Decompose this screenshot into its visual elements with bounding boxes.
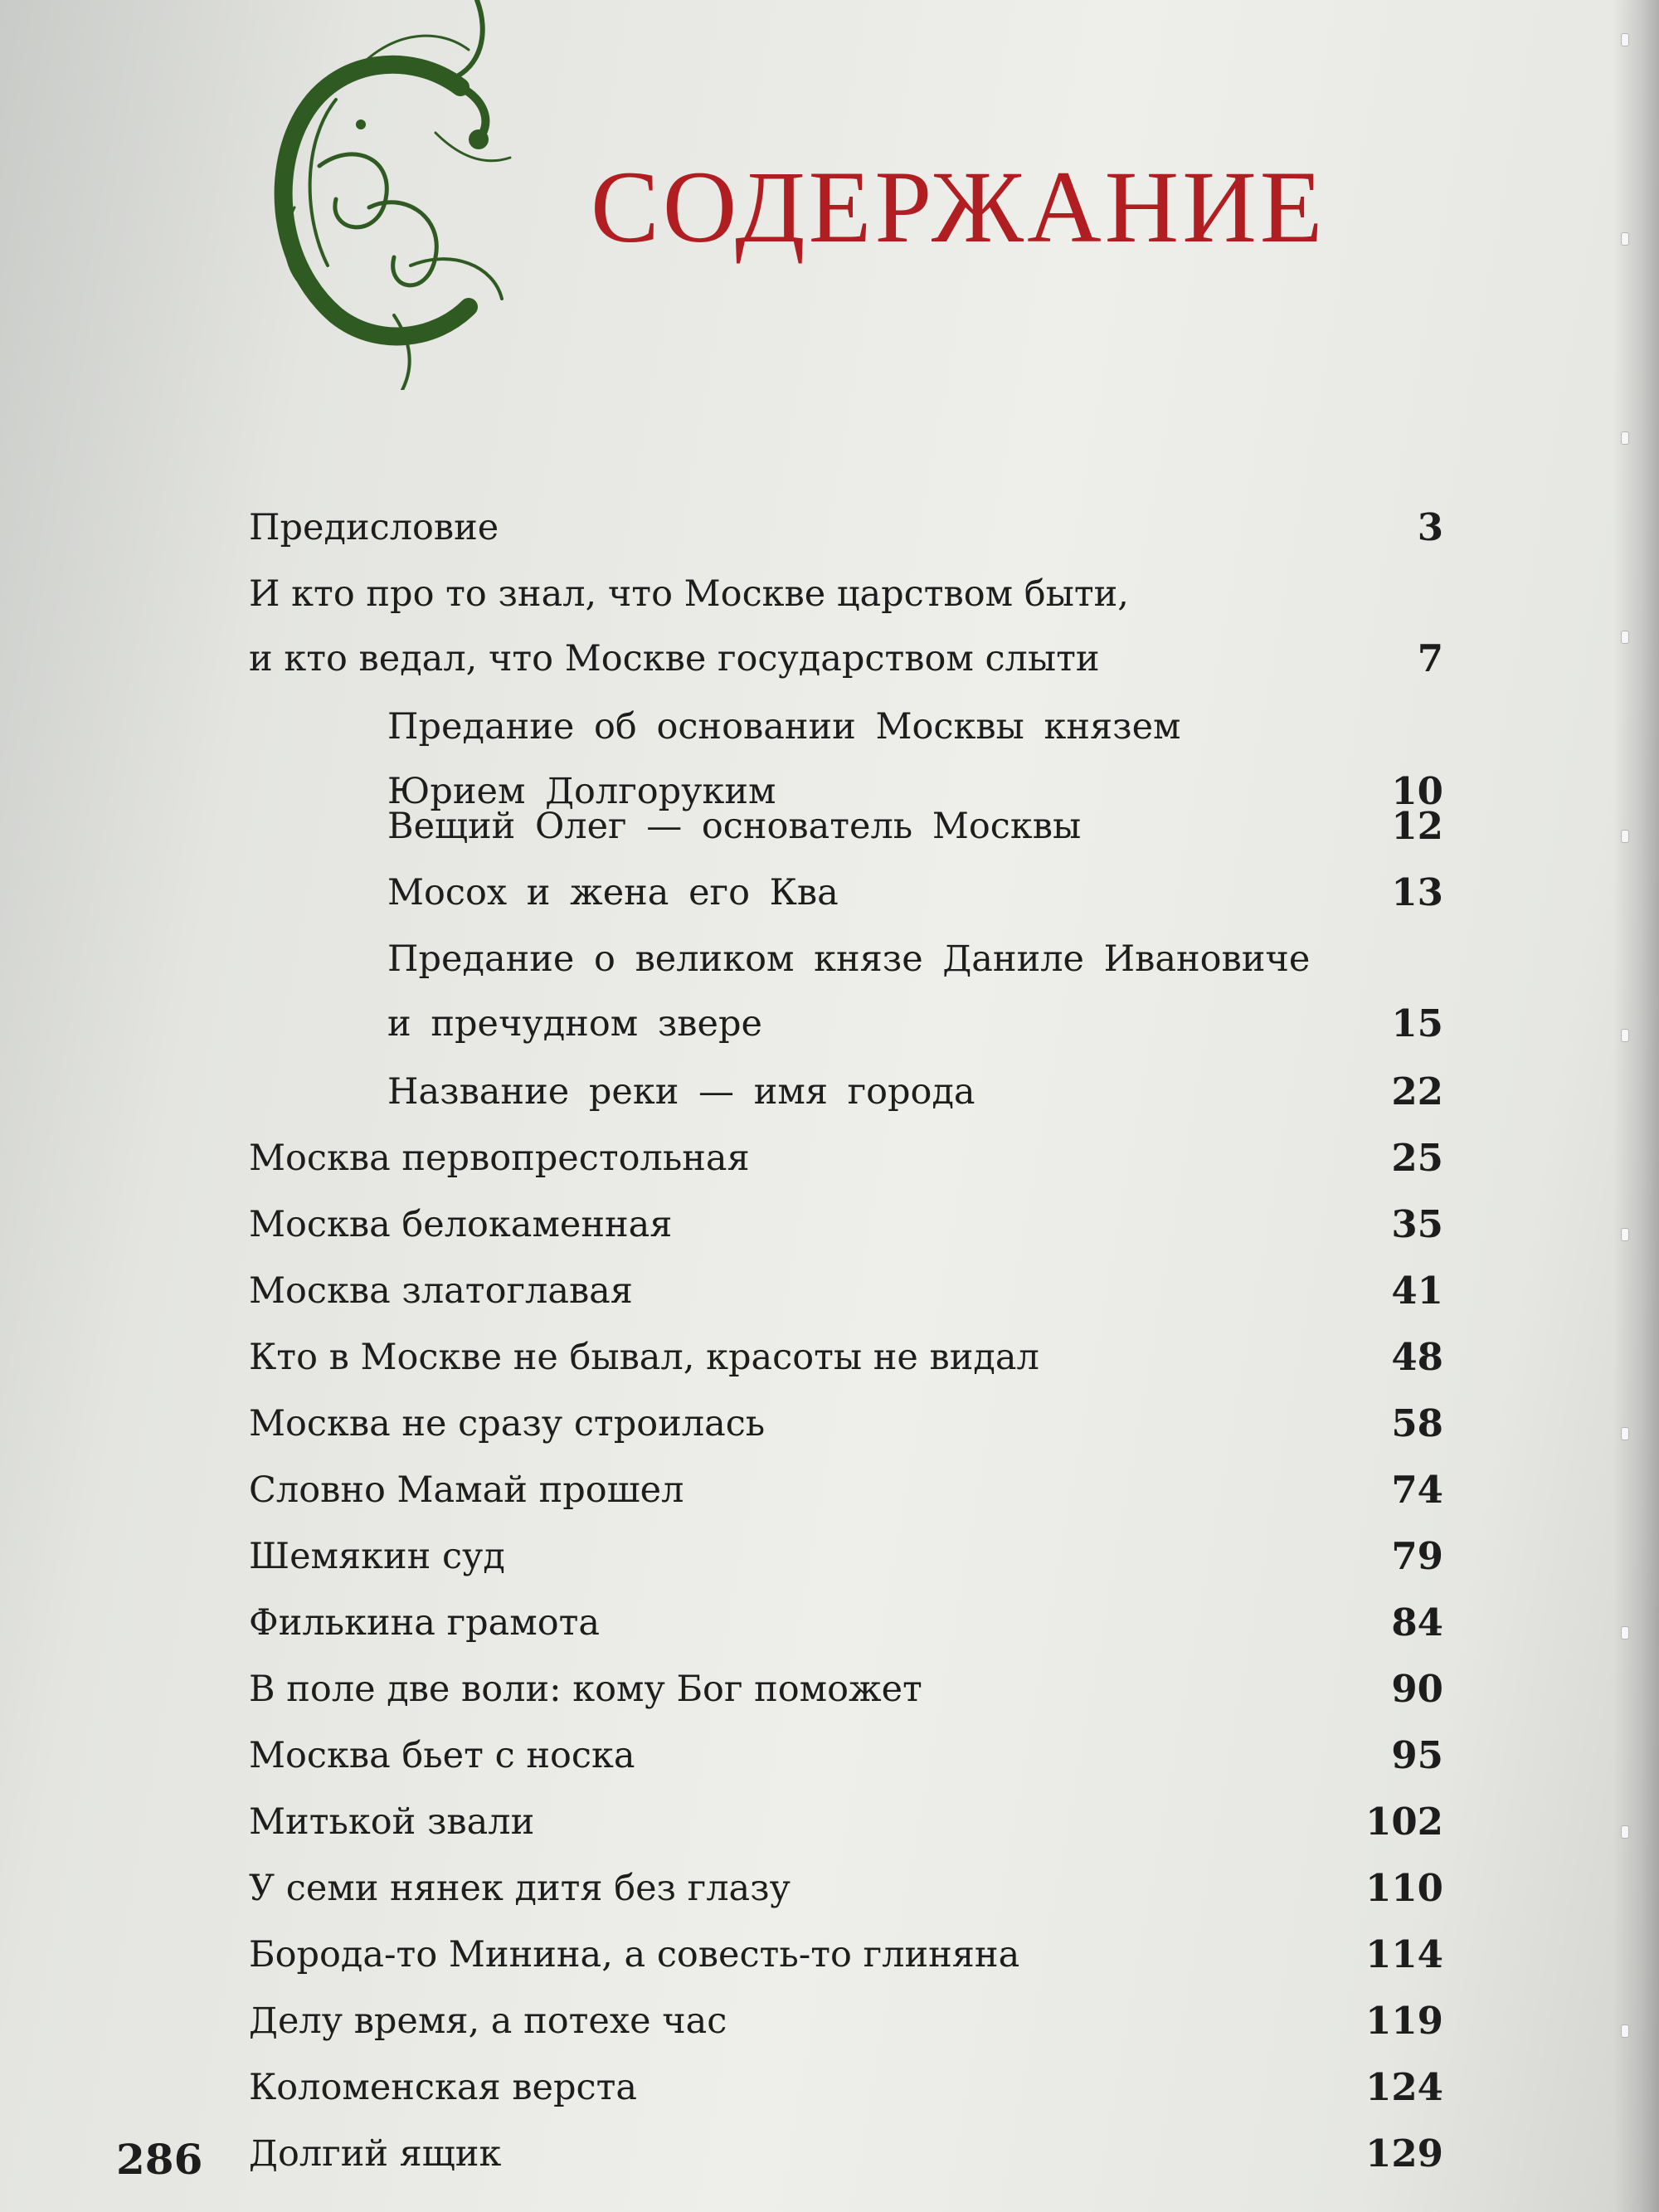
- binding-stitch: [1621, 431, 1629, 445]
- binding-stitch: [1621, 232, 1629, 246]
- toc-entry-title: Коломенская верста: [249, 2067, 638, 2108]
- binding-stitch: [1621, 830, 1629, 843]
- toc-entry[interactable]: [249, 2055, 1443, 2120]
- toc-entry-title: У семи нянек дитя без глазу: [249, 1868, 791, 1909]
- toc-entry[interactable]: [249, 495, 1443, 560]
- toc-entry-page: 48: [1391, 1335, 1443, 1379]
- toc-entry-page: 129: [1365, 2132, 1443, 2175]
- toc-entry-title: Предисловие: [249, 507, 499, 548]
- toc-entry-page: 7: [1417, 636, 1443, 680]
- toc-entry-title: Мосох и жена его Ква: [387, 872, 839, 914]
- toc-entry[interactable]: [249, 1391, 1443, 1456]
- toc-entry[interactable]: [249, 1723, 1443, 1788]
- toc-entry-title: Борода-то Минина, а совесть-то глиняна: [249, 1934, 1020, 1976]
- binding-stitch: [1621, 1825, 1629, 1839]
- toc-entry-page: 119: [1365, 1999, 1443, 2043]
- toc-entry[interactable]: [249, 1325, 1443, 1390]
- binding-stitch: [1621, 2024, 1629, 2038]
- page-title: СОДЕРЖАНИЕ: [591, 150, 1326, 264]
- toc-entry-page: 25: [1391, 1136, 1443, 1180]
- toc-entry-page: 10: [1391, 769, 1443, 813]
- toc-entry-page: 95: [1391, 1733, 1443, 1777]
- binding-stitch: [1621, 33, 1629, 46]
- toc-entry-title: Москва не сразу строилась: [249, 1403, 766, 1445]
- binding-stitch: [1621, 1427, 1629, 1440]
- toc-entry[interactable]: [249, 1458, 1443, 1523]
- binding-stitch: [1621, 631, 1629, 644]
- toc-entry-page: 124: [1365, 2065, 1443, 2109]
- toc-entry-title: Делу время, а потехе час: [249, 2000, 727, 2042]
- toc-entry[interactable]: [249, 562, 1443, 680]
- toc-entry-title: Митькой звали: [249, 1801, 535, 1843]
- toc-entry[interactable]: [387, 1060, 1443, 1124]
- toc-entry[interactable]: [249, 2122, 1443, 2186]
- toc-entry-page: 114: [1365, 1932, 1443, 1976]
- toc-entry-title: Словно Мамай прошел: [249, 1469, 684, 1511]
- toc-entry-page: 102: [1365, 1800, 1443, 1844]
- toc-entry[interactable]: [249, 1591, 1443, 1655]
- toc-entry-page: 12: [1391, 804, 1443, 848]
- toc-entry[interactable]: [249, 1790, 1443, 1854]
- toc-entry-title: Юрием Долгоруким: [387, 771, 776, 812]
- toc-entry-page: 41: [1391, 1269, 1443, 1313]
- binding-stitch: [1621, 1228, 1629, 1241]
- toc-entry-title: Долгий ящик: [249, 2133, 502, 2175]
- toc-entry-title: Кто в Москве не бывал, красоты не видал: [249, 1337, 1039, 1378]
- toc-entry-page: 35: [1391, 1202, 1443, 1246]
- toc-entry-page: 74: [1391, 1468, 1443, 1512]
- toc-entry[interactable]: [249, 1657, 1443, 1722]
- toc-entry-title: Вещий Олег — основатель Москвы: [387, 806, 1082, 847]
- toc-entry-page: 15: [1391, 1001, 1443, 1045]
- toc-entry[interactable]: [387, 927, 1443, 1045]
- toc-entry-title: Филькина грамота: [249, 1602, 601, 1644]
- toc-entry[interactable]: [249, 1856, 1443, 1921]
- toc-entry-title: Москва бьет с носка: [249, 1735, 635, 1776]
- toc-entry-page: 110: [1365, 1866, 1443, 1910]
- toc-entry[interactable]: [387, 860, 1443, 925]
- toc-entry-page: 58: [1391, 1401, 1443, 1445]
- toc-entry-page: 13: [1391, 870, 1443, 914]
- toc-entry-title: И кто про то знал, что Москве царством быти,: [249, 573, 1129, 615]
- page-number: 286: [116, 2135, 203, 2184]
- toc-entry-title: Шемякин суд: [249, 1536, 505, 1577]
- toc-entry[interactable]: [249, 1524, 1443, 1589]
- toc-entry[interactable]: [387, 694, 1443, 813]
- toc-entry-page: 90: [1391, 1667, 1443, 1711]
- toc-entry-title: и пречудном звере: [387, 1003, 762, 1045]
- toc-entry[interactable]: [249, 1192, 1443, 1257]
- toc-entry-title: и кто ведал, что Москве государством слыти: [249, 638, 1100, 680]
- toc-entry[interactable]: [249, 1126, 1443, 1191]
- toc-entry-page: 22: [1391, 1069, 1443, 1113]
- toc-entry[interactable]: [249, 1259, 1443, 1323]
- binding-stitch: [1621, 1626, 1629, 1640]
- toc-entry-title: Москва златоглавая: [249, 1270, 633, 1312]
- toc-entry[interactable]: [249, 1989, 1443, 2054]
- toc-entry-title: Москва белокаменная: [249, 1204, 673, 1245]
- toc-entry-page: 3: [1417, 505, 1443, 549]
- toc-entry-page: 79: [1391, 1534, 1443, 1578]
- toc-entry-title: Название реки — имя города: [387, 1071, 975, 1113]
- binding-stitch: [1621, 1029, 1629, 1042]
- toc-entry-page: 84: [1391, 1601, 1443, 1644]
- toc-entry-title: В поле две воли: кому Бог поможет: [249, 1669, 922, 1710]
- toc-entry[interactable]: [249, 1922, 1443, 1987]
- toc-entry-title: Предание об основании Москвы князем: [387, 706, 1181, 748]
- toc-entry[interactable]: [387, 794, 1443, 859]
- toc-entry-title: Москва первопрестольная: [249, 1138, 750, 1179]
- toc-entry-title: Предание о великом князе Даниле Ивановиче: [387, 938, 1311, 980]
